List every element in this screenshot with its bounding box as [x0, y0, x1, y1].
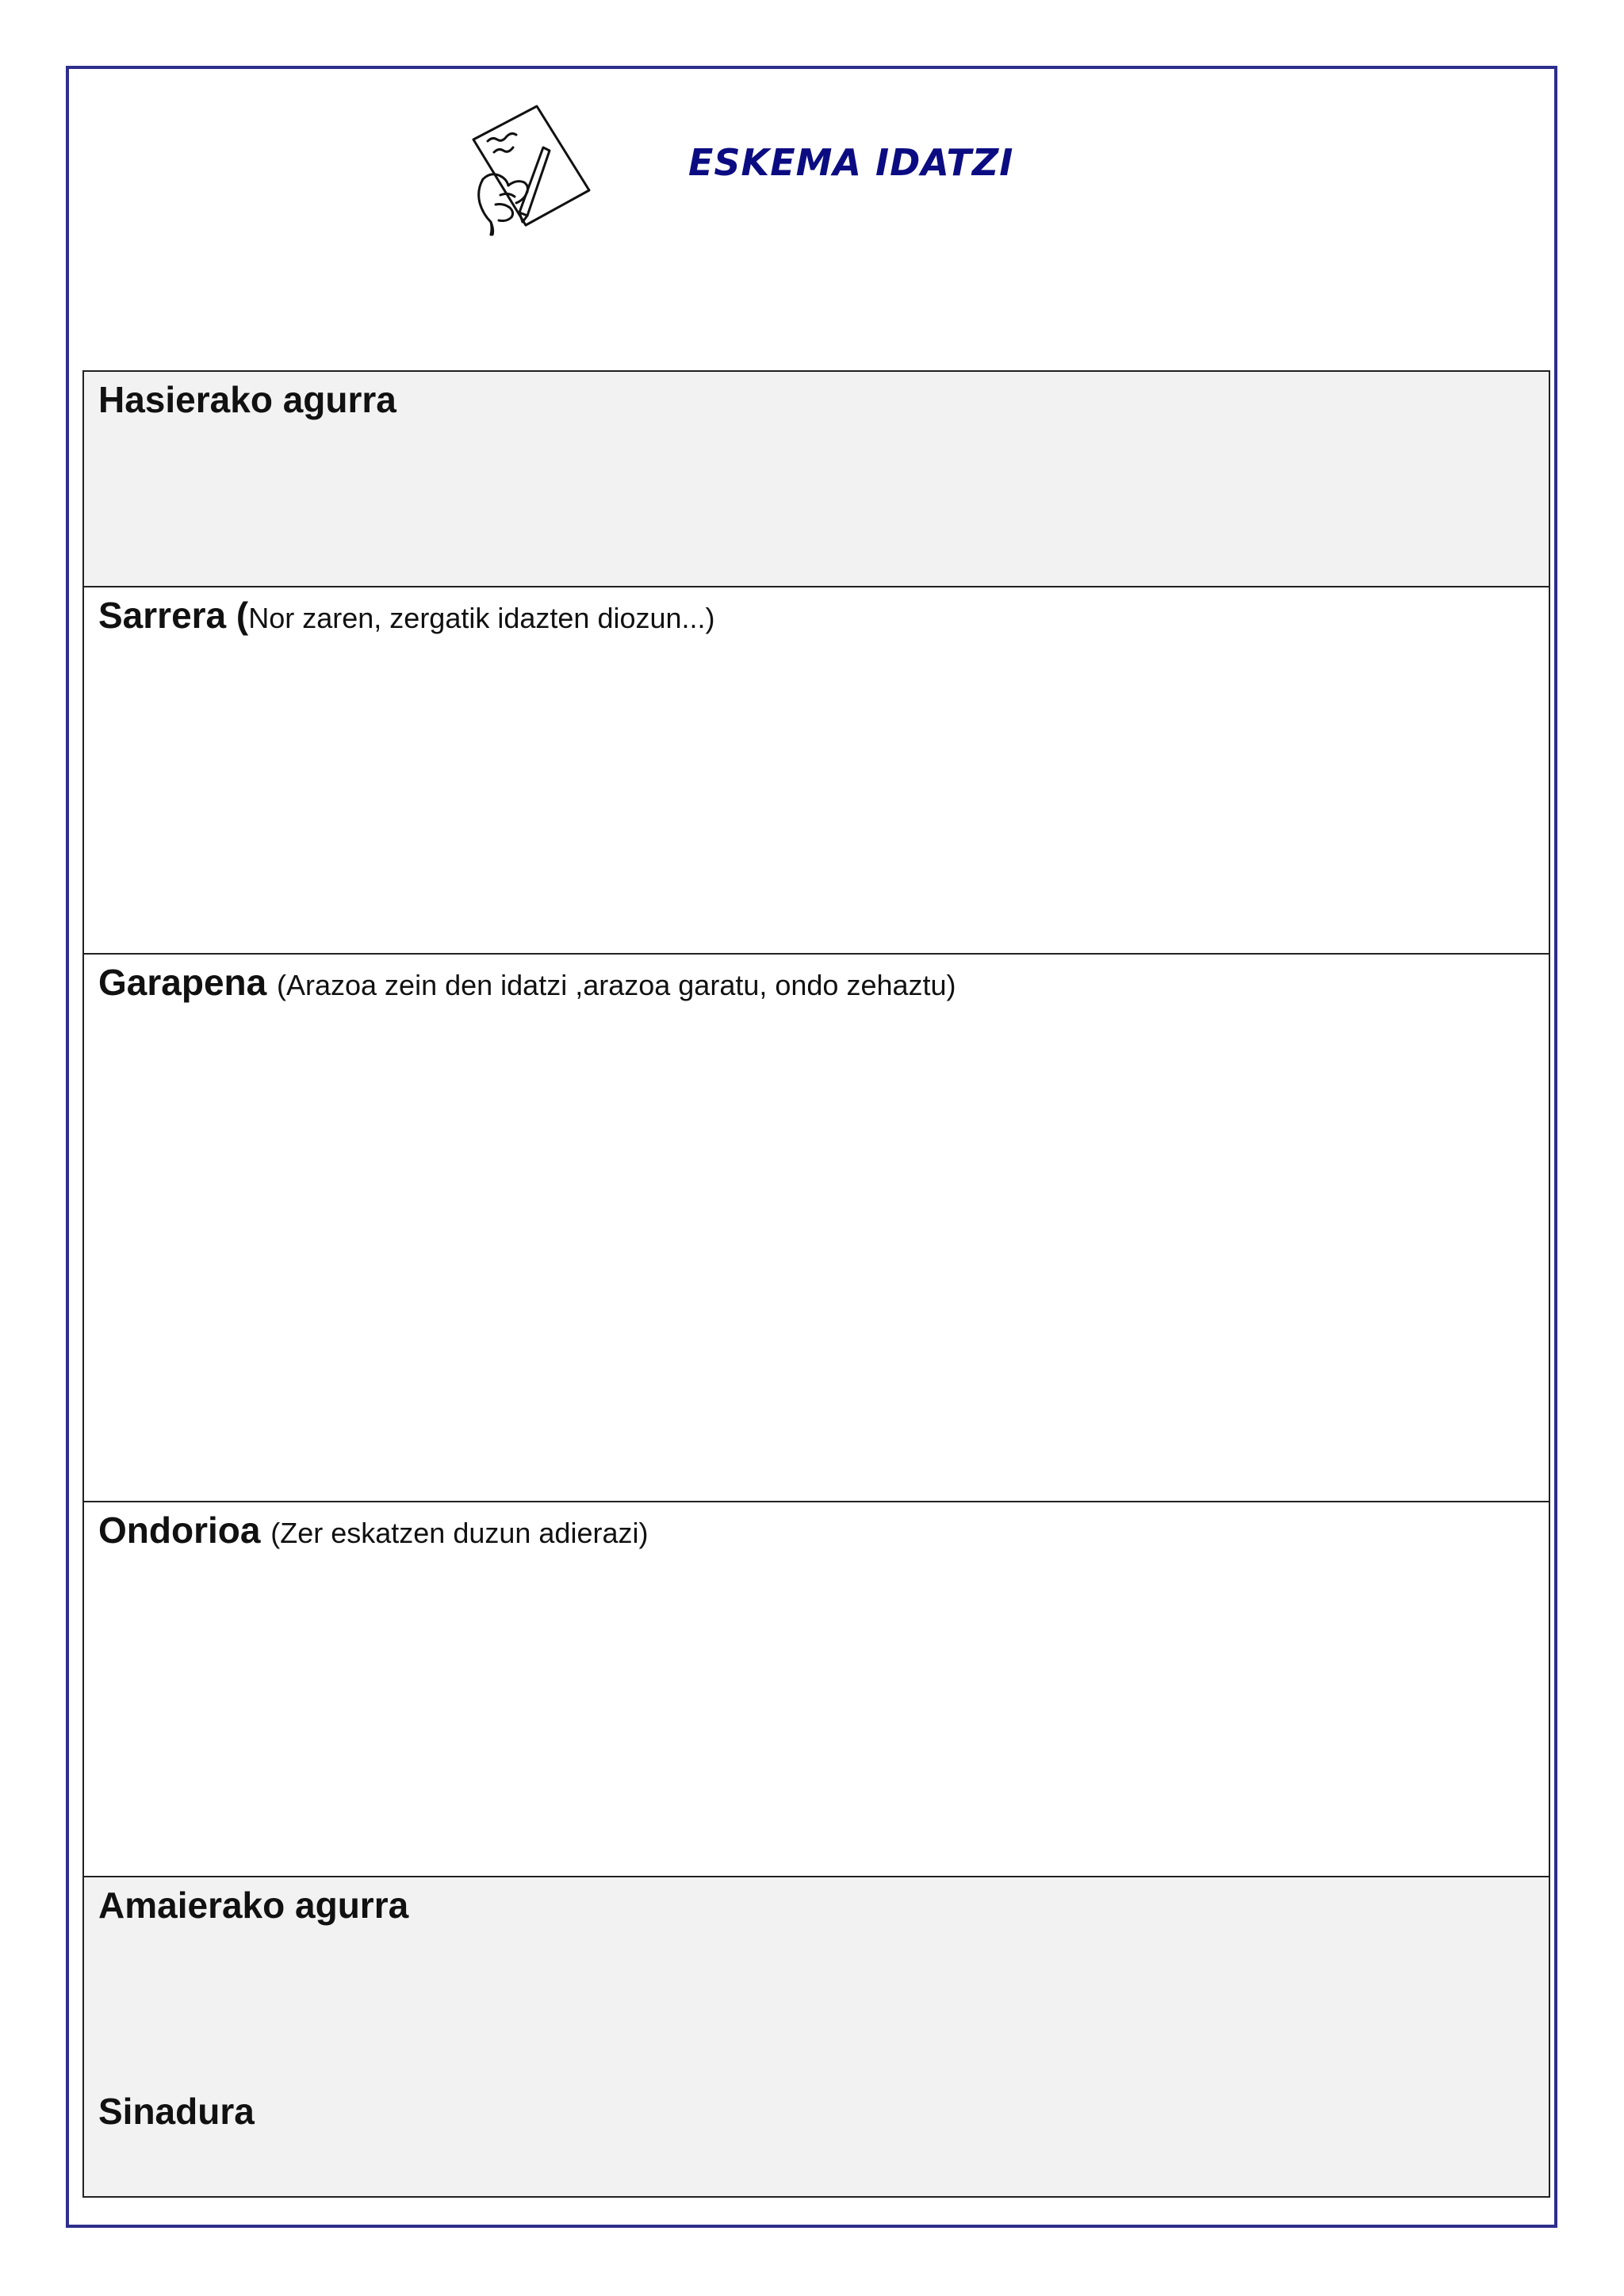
section-closing-greeting[interactable] [84, 1877, 1549, 2196]
section-title: Garapena [98, 962, 267, 1003]
section-title: Hasierako agurra [98, 379, 396, 420]
section-title: Amaierako agurra [98, 1885, 409, 1926]
section-hint: Nor zaren, zergatik idazten diozun...) [248, 602, 715, 634]
section-hint: (Zer eskatzen duzun adierazi) [270, 1517, 649, 1549]
hand-writing-icon [464, 101, 599, 236]
section-introduction[interactable] [84, 587, 1549, 955]
section-hint: (Arazoa zein den idatzi ,arazoa garatu, ondo zehaztu) [277, 969, 956, 1001]
letter-outline-form [82, 370, 1550, 2198]
section-label [98, 1884, 408, 1927]
section-development[interactable] [84, 955, 1549, 1502]
section-label [98, 378, 396, 421]
section-label [98, 594, 715, 637]
section-title: Ondorioa [98, 1510, 261, 1551]
page-title: ESKEMA IDATZI [688, 141, 1014, 184]
section-opening-greeting[interactable] [84, 372, 1549, 587]
section-label [98, 961, 956, 1004]
section-label [98, 1509, 648, 1552]
section-title: Sarrera ( [98, 595, 249, 636]
signature-label: Sinadura [98, 2091, 255, 2132]
section-conclusion[interactable] [84, 1502, 1549, 1877]
